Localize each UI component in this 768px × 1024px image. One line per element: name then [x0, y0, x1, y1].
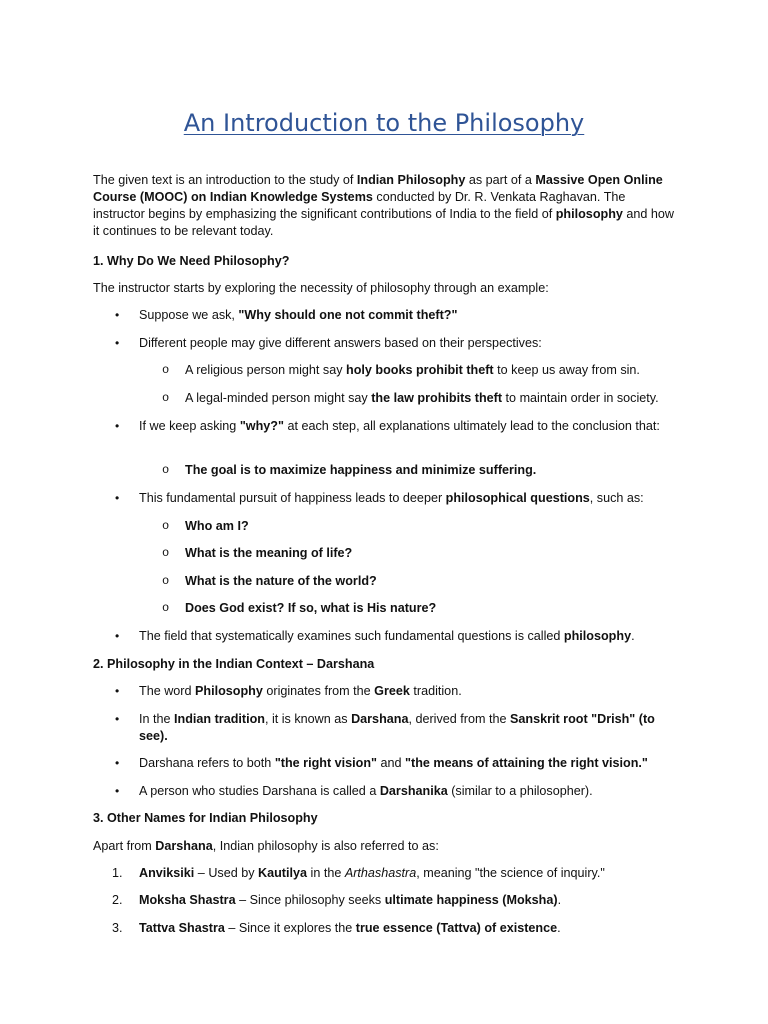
sub-bullet-item: A legal-minded person might say the law prohibits theft to maintain order in society.: [185, 391, 659, 405]
bullet-item: Suppose we ask, "Why should one not commit theft?": [139, 308, 458, 322]
bullet-glyph: •: [115, 684, 120, 698]
intro-paragraph: The given text is an introduction to the study of Indian Philosophy as part of a Massive Open Online Course (MOOC) on Indian Knowledge Systems conducted by Dr. R. Venkata Raghavan. The instructor begins by emphasizing the significant contributions of India to the field of philosophy and how it continues to be relevant today.: [93, 173, 675, 238]
sub-bullet-glyph: o: [162, 391, 170, 405]
numbered-item: Anviksiki – Used by Kautilya in the Arthashastra, meaning "the science of inquiry.": [139, 866, 605, 880]
sub-bullet-glyph: o: [162, 574, 170, 588]
bullet-glyph: •: [115, 336, 120, 350]
question-item: Does God exist? If so, what is His nature?: [185, 601, 437, 615]
sub-bullet-glyph: o: [162, 363, 170, 377]
numbered-item: Moksha Shastra – Since philosophy seeks ultimate happiness (Moksha).: [139, 893, 562, 907]
page-title: An Introduction to the Philosophy: [183, 109, 585, 137]
bullet-item: If we keep asking "why?" at each step, all explanations ultimately lead to the conclusion that:: [139, 419, 660, 433]
list-number: 1.: [112, 866, 123, 880]
bullet-glyph: •: [115, 629, 120, 643]
bullet-item: The field that systematically examines such fundamental questions is called philosophy.: [139, 629, 635, 643]
section-2-heading: 2. Philosophy in the Indian Context – Darshana: [93, 657, 375, 671]
section-1-lead: The instructor starts by exploring the necessity of philosophy through an example:: [93, 281, 549, 295]
list-number: 3.: [112, 921, 123, 935]
bullet-glyph: •: [115, 491, 120, 505]
bullet-item: A person who studies Darshana is called a Darshanika (similar to a philosopher).: [139, 784, 593, 798]
bullet-item: Darshana refers to both "the right vision" and "the means of attaining the right vision.": [139, 756, 648, 770]
bullet-glyph: •: [115, 308, 120, 322]
question-item: What is the meaning of life?: [185, 546, 353, 560]
sub-bullet-item: The goal is to maximize happiness and minimize suffering.: [185, 463, 537, 477]
bullet-item: The word Philosophy originates from the Greek tradition.: [139, 684, 462, 698]
sub-bullet-item: A religious person might say holy books prohibit theft to keep us away from sin.: [185, 363, 640, 377]
bullet-item: Different people may give different answers based on their perspectives:: [139, 336, 542, 350]
bullet-glyph: •: [115, 756, 120, 770]
sub-bullet-glyph: o: [162, 601, 170, 615]
bullet-glyph: •: [115, 712, 120, 726]
bullet-glyph: •: [115, 419, 120, 433]
question-item: Who am I?: [185, 519, 249, 533]
section-3-lead: Apart from Darshana, Indian philosophy is also referred to as:: [93, 839, 439, 853]
numbered-item: Tattva Shastra – Since it explores the true essence (Tattva) of existence.: [139, 921, 561, 935]
section-1-heading: 1. Why Do We Need Philosophy?: [93, 254, 290, 268]
sub-bullet-glyph: o: [162, 546, 170, 560]
sub-bullet-glyph: o: [162, 463, 170, 477]
list-number: 2.: [112, 893, 123, 907]
question-item: What is the nature of the world?: [185, 574, 377, 588]
bullet-item: In the Indian tradition, it is known as Darshana, derived from the Sanskrit root "Drish" (to see).: [139, 712, 655, 743]
sub-bullet-glyph: o: [162, 519, 170, 533]
bullet-glyph: •: [115, 784, 120, 798]
bullet-item: This fundamental pursuit of happiness leads to deeper philosophical questions, such as:: [139, 491, 644, 505]
section-3-heading: 3. Other Names for Indian Philosophy: [93, 811, 318, 825]
